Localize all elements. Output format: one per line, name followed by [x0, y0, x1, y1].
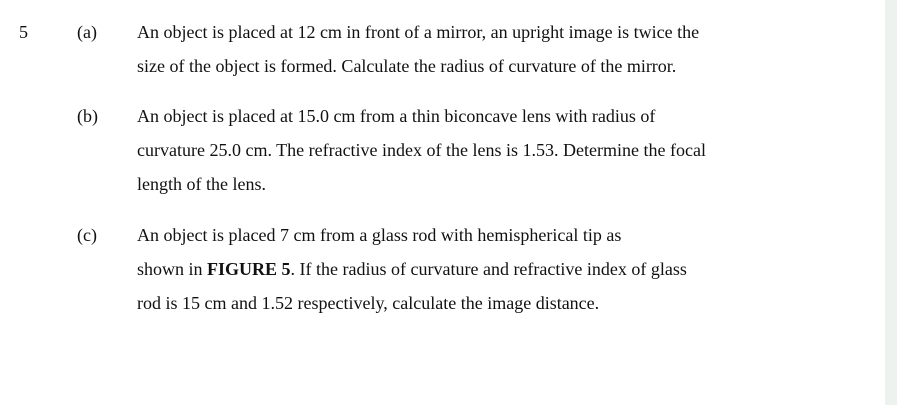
part-b-label: (b): [77, 106, 98, 126]
part-b-line: An object is placed at 15.0 cm from a thin biconcave lens with radius of: [137, 106, 656, 126]
part-a-line: An object is placed at 12 cm in front of a mirror, an upright image is twice the: [137, 22, 700, 42]
question-number: 5: [19, 22, 28, 42]
part-c-text-segment: . If the radius of curvature and refractive index of glass: [290, 259, 687, 279]
part-b-text: [137, 104, 837, 206]
part-b-line: curvature 25.0 cm. The refractive index of the lens is 1.53. Determine the focal: [137, 140, 706, 160]
part-c-text: [137, 223, 837, 325]
part-c-line: An object is placed 7 cm from a glass rod with hemispherical tip as: [137, 225, 622, 245]
part-a-text: [137, 20, 837, 88]
part-c-label: (c): [77, 225, 97, 245]
part-b-line: length of the lens.: [137, 174, 266, 194]
part-a-label: (a): [77, 22, 97, 42]
figure-reference: FIGURE 5: [207, 259, 291, 279]
right-edge-strip: [885, 0, 897, 405]
part-c-line: [137, 257, 837, 291]
part-c-line: rod is 15 cm and 1.52 respectively, calculate the image distance.: [137, 293, 600, 313]
part-a-line: size of the object is formed. Calculate the radius of curvature of the mirror.: [137, 56, 677, 76]
part-c-text-segment: shown in: [137, 259, 208, 279]
